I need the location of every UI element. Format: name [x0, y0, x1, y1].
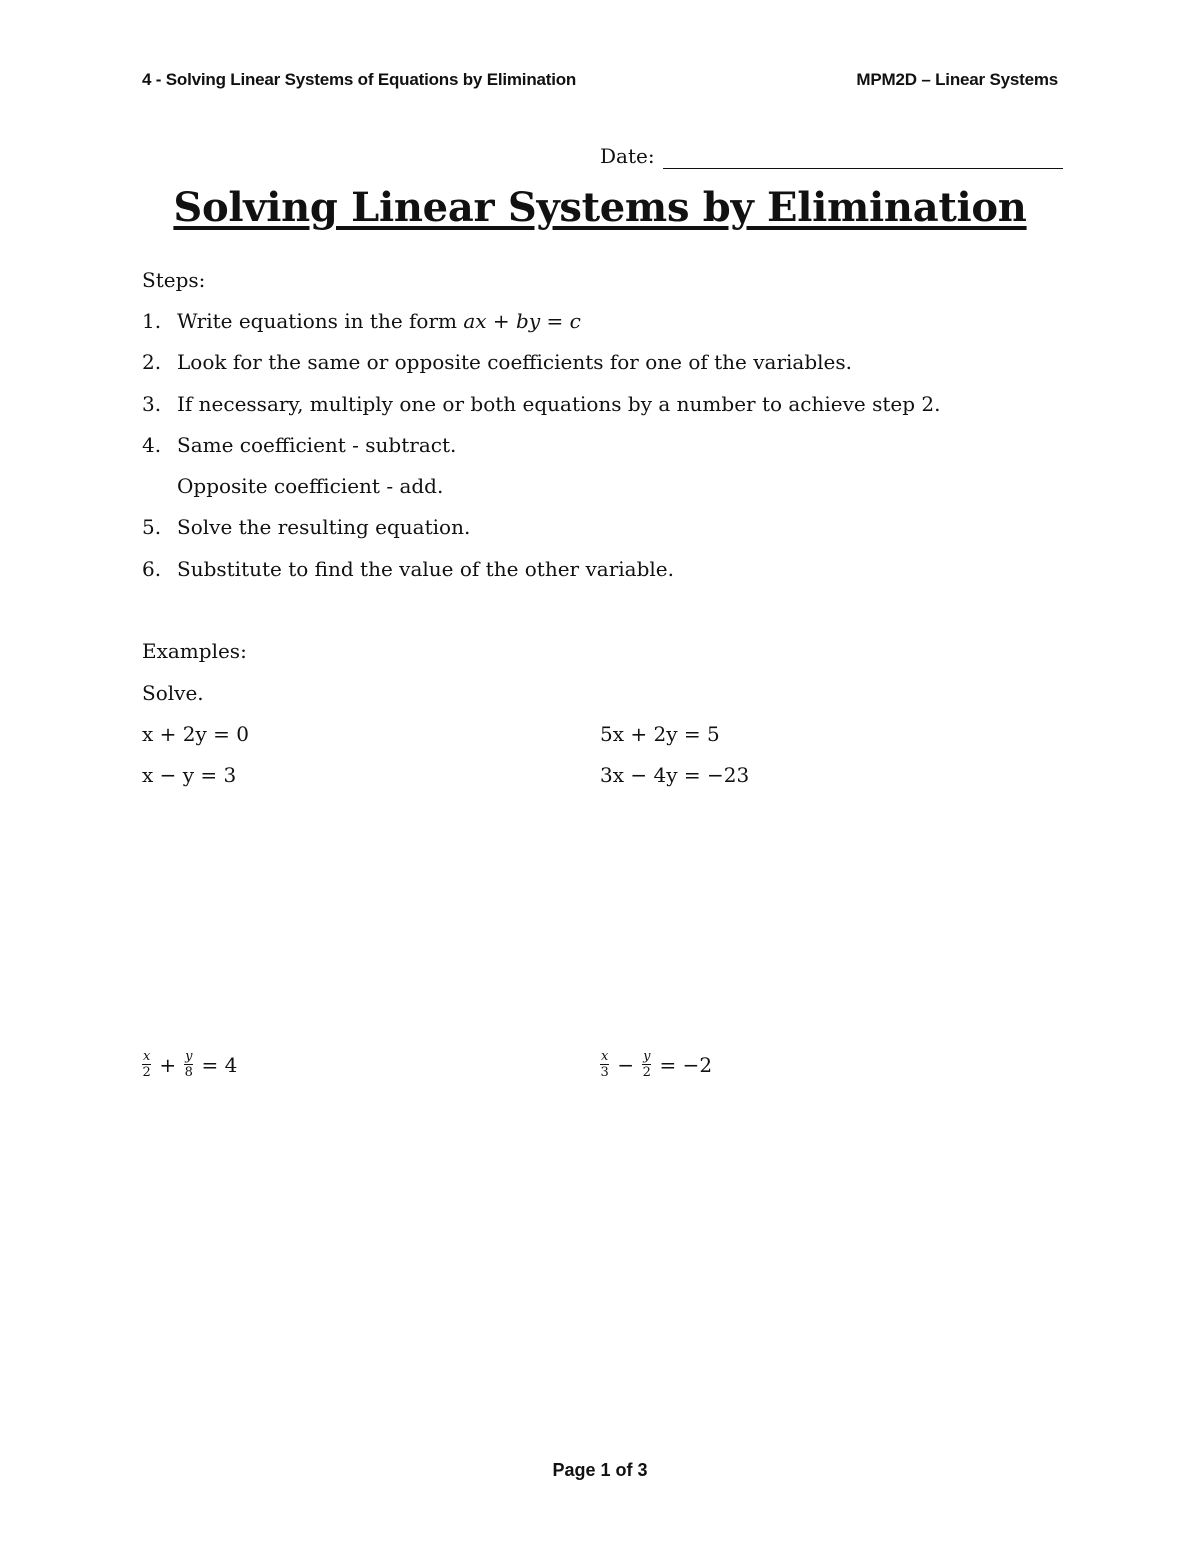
page-footer: Page 1 of 3 [552, 1460, 648, 1480]
rhs: = −2 [659, 1052, 713, 1077]
step-text: Solve the resulting equation. [177, 515, 471, 539]
rhs: = 4 [201, 1052, 238, 1077]
step-text: If necessary, multiply one or both equations by a number to achieve step 2. [177, 392, 941, 416]
step-text: Look for the same or opposite coefficients for one of the variables. [177, 350, 852, 374]
step-4 [142, 433, 456, 457]
step-number: 3. [142, 392, 162, 416]
step-2 [142, 350, 852, 374]
step-number: 2. [142, 350, 162, 374]
date-field [600, 144, 1063, 169]
header-right: MPM2D – Linear Systems [856, 70, 1058, 89]
step-6 [142, 557, 674, 581]
step-number: 6. [142, 557, 162, 581]
step-text: Write equations in the form [177, 309, 464, 333]
step-3 [142, 392, 941, 416]
fraction-x-over-2: $\frac{x}{2}$ [142, 1049, 151, 1080]
system-a-eq2: x − y = 3 [142, 763, 237, 787]
examples-heading: Examples: [142, 639, 247, 663]
date-label: Date: [600, 144, 655, 168]
page-title: Solving Linear Systems by Elimination [173, 184, 1027, 231]
system-b-eq1: 5x + 2y = 5 [600, 722, 720, 746]
system-b-eq2: 3x − 4y = −23 [600, 763, 750, 787]
header-left: 4 - Solving Linear Systems of Equations by Elimination [142, 70, 577, 89]
solve-label: Solve. [142, 681, 204, 705]
step-math: ax + by = c [463, 309, 581, 333]
step-number: 5. [142, 515, 162, 539]
operator: − [617, 1052, 635, 1077]
system-a-eq1: x + 2y = 0 [142, 722, 249, 746]
step-5 [142, 515, 470, 539]
fraction-y-over-8: $\frac{y}{8}$ [184, 1049, 193, 1080]
step-text: Same coefficient - subtract. [177, 433, 457, 457]
operator: + [159, 1052, 177, 1077]
steps-heading: Steps: [142, 268, 206, 292]
fraction-x-over-3: $\frac{x}{3}$ [600, 1049, 609, 1080]
date-blank-line [663, 144, 1063, 169]
step-4-continued: Opposite coefficient - add. [177, 474, 444, 498]
step-text: Substitute to find the value of the other variable. [177, 557, 674, 581]
fraction-y-over-2: $\frac{y}{2}$ [642, 1049, 651, 1080]
step-number: 4. [142, 433, 162, 457]
system-d-equation [598, 1050, 718, 1079]
system-c-equation [140, 1050, 243, 1079]
step-number: 1. [142, 309, 162, 333]
step-1 [142, 309, 581, 333]
